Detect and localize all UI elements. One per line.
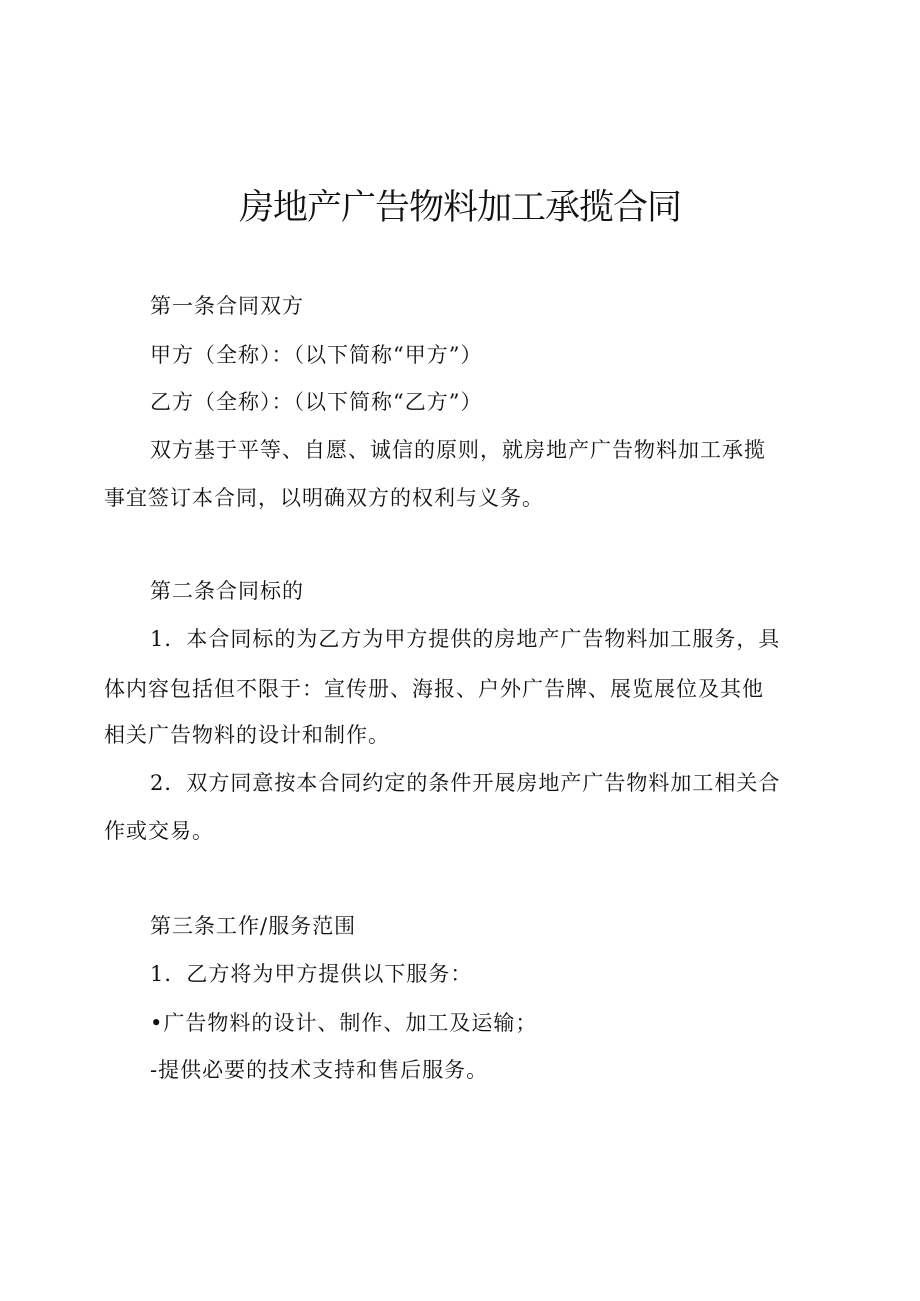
article3-bullet1: •广告物料的设计、制作、加工及运输；: [150, 1011, 538, 1035]
document-title: 房地产广告物料加工承揽合同: [238, 188, 681, 228]
article3-heading: 第三条工作/服务范围: [150, 914, 357, 938]
article2-item1-line2: 体内容包括但不限于：宣传册、海报、户外广告牌、展览展位及其他: [104, 677, 764, 701]
article2-item1-line3: 相关广告物料的设计和制作。: [104, 723, 390, 747]
article1-intro-line1: 双方基于平等、自愿、诚信的原则，就房地产广告物料加工承揽: [150, 438, 766, 462]
party-a-line: 甲方（全称）：（以下简称“甲方”）: [150, 343, 483, 367]
article1-intro-line2: 事宜签订本合同，以明确双方的权利与义务。: [104, 486, 544, 510]
article3-item1: 1．乙方将为甲方提供以下服务：: [150, 962, 473, 986]
article2-item2-line2: 作或交易。: [104, 819, 214, 843]
article2-item2-line1: 2．双方同意按本合同约定的条件开展房地产广告物料加工相关合: [150, 771, 781, 795]
article3-bullet2: -提供必要的技术支持和售后服务。: [150, 1058, 489, 1082]
article2-item1-line1: 1．本合同标的为乙方为甲方提供的房地产广告物料加工服务，具: [150, 627, 781, 651]
article1-heading: 第一条合同双方: [150, 294, 304, 318]
article2-heading: 第二条合同标的: [150, 579, 304, 603]
party-b-line: 乙方（全称）：（以下简称“乙方”）: [150, 390, 483, 414]
